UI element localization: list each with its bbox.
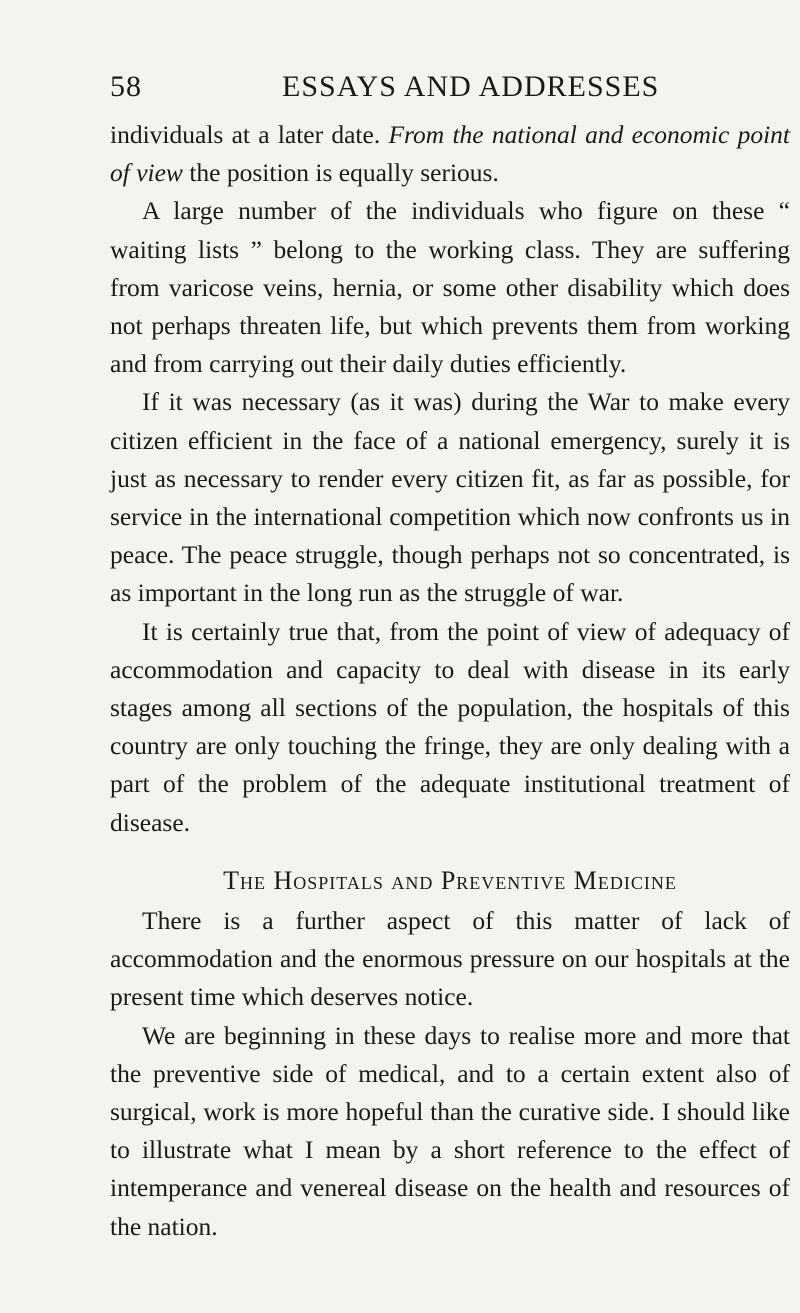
- page-header: [110, 70, 790, 110]
- paragraph-6: We are beginning in these days to realise more and more that the preventive side of medical, and to a certain extent also of surgical, work is more hopeful than the curative side. I should like to illustrate what I mean by a short reference to the effect of intemperance and venereal disease on the health and resources of the nation.: [110, 1020, 790, 1241]
- paragraph-2: A large number of the individuals who figure on these “ waiting lists ” belong to the working class. They are suffering from varicose veins, hernia, or some other disability which does not perhaps threaten life, but which prevents them from working and from carrying out their daily duties efficiently.: [110, 196, 790, 379]
- page-number: 58: [110, 70, 142, 103]
- paragraph-1: [110, 116, 790, 192]
- paragraph-3: If it was necessary (as it was) during the War to make every citizen efficient in the face of a national emergency, surely it is just as necessary to render every citizen fit, as far as possible, for service in the international competition which now confronts us in peace. The peace struggle, though perhaps not so concentrated, is as important in the long run as the struggle of war.: [110, 387, 790, 608]
- paragraph-1-end: the position is equally serious.: [182, 158, 499, 188]
- body-text: [110, 116, 790, 1246]
- paragraph-5: There is a further aspect of this matter of lack of accommodation and the enormous pressure on our hospitals at the present time which deserves notice.: [110, 906, 790, 1012]
- section-heading: The Hospitals and Preventive Medicine: [223, 865, 677, 895]
- running-title: ESSAYS AND ADDRESSES: [282, 70, 660, 103]
- paragraph-1-italic: From the national and economic point of view: [110, 120, 790, 188]
- paragraph-4: It is certainly true that, from the point of view of adequacy of accommodation and capacity to deal with disease in its early stages among all sections of the population, the hospitals of this country are only touching the fringe, they are only dealing with a part of the problem of the adequate institutional treatment of disease.: [110, 616, 790, 837]
- paragraph-1-start: individuals at a later date.: [110, 120, 389, 149]
